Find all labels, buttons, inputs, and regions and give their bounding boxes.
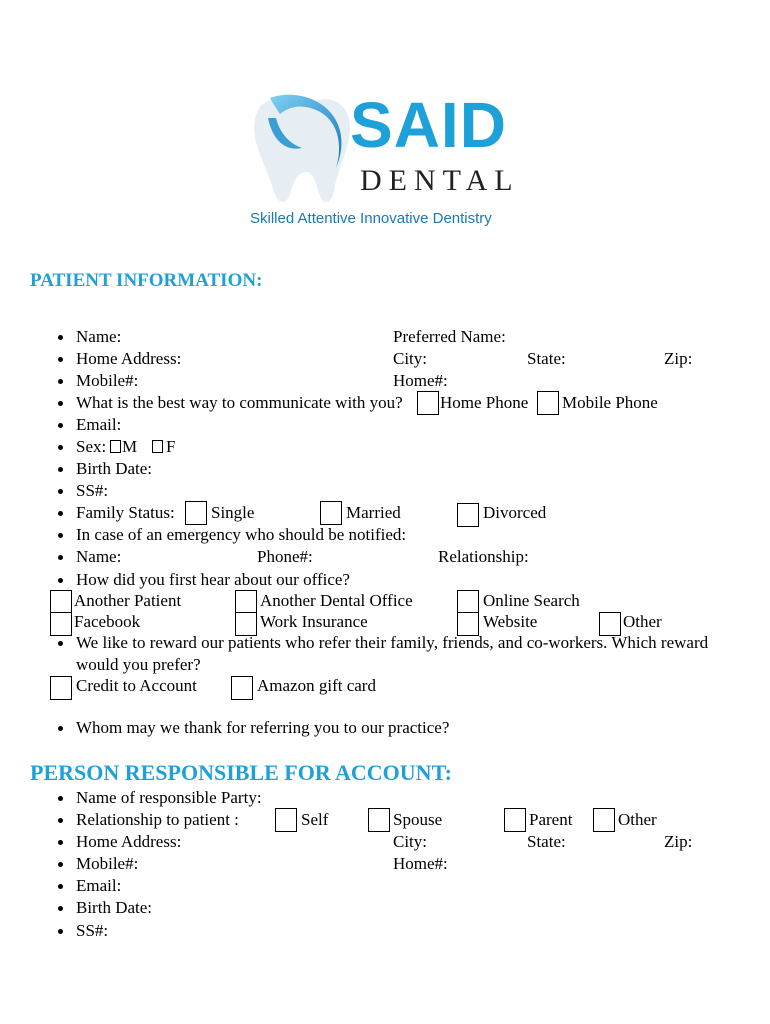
other-source-label: Other bbox=[623, 612, 662, 631]
ss-label: SS#: bbox=[76, 481, 109, 500]
bullet bbox=[58, 467, 63, 472]
another-patient-label: Another Patient bbox=[74, 591, 182, 610]
bullet bbox=[58, 796, 63, 801]
bullet bbox=[58, 445, 63, 450]
bullet bbox=[58, 884, 63, 889]
zip-label: Zip: bbox=[664, 349, 693, 368]
responsible-birth-date-label: Birth Date: bbox=[76, 898, 153, 917]
said-dental-logo bbox=[250, 88, 530, 236]
mobile-phone-option-label: Mobile Phone bbox=[562, 393, 658, 412]
self-checkbox[interactable] bbox=[275, 808, 297, 832]
self-label: Self bbox=[301, 810, 329, 829]
facebook-checkbox[interactable] bbox=[50, 612, 72, 636]
work-insurance-label: Work Insurance bbox=[260, 612, 368, 631]
logo-dental-text: DENTAL bbox=[360, 164, 520, 197]
home-phone-number-label: Home#: bbox=[393, 371, 448, 390]
sex-m-checkbox[interactable] bbox=[110, 440, 121, 453]
single-checkbox[interactable] bbox=[185, 501, 207, 525]
amazon-gift-card-label: Amazon gift card bbox=[257, 676, 376, 695]
family-status-label: Family Status: bbox=[76, 503, 175, 522]
website-label: Website bbox=[483, 612, 538, 631]
reward-text-line1: We like to reward our patients who refer their family, friends, and co-workers. Which reward bbox=[76, 633, 709, 652]
state-label: State: bbox=[527, 349, 566, 368]
bullet bbox=[58, 578, 63, 583]
responsible-heading: PERSON RESPONSIBLE FOR ACCOUNT: bbox=[30, 760, 452, 785]
city-label: City: bbox=[393, 349, 428, 368]
another-dental-office-checkbox[interactable] bbox=[235, 590, 257, 614]
logo-said-text: SAID bbox=[350, 89, 507, 161]
sex-m-label: M bbox=[122, 437, 138, 456]
patient-info-heading: PATIENT INFORMATION: bbox=[30, 270, 263, 291]
married-label: Married bbox=[346, 503, 401, 522]
thank-question: Whom may we thank for referring you to our practice? bbox=[76, 718, 450, 737]
preferred-name-label: Preferred Name: bbox=[393, 327, 506, 346]
credit-to-account-label: Credit to Account bbox=[76, 676, 197, 695]
parent-checkbox[interactable] bbox=[504, 808, 526, 832]
bullet bbox=[58, 335, 63, 340]
bullet bbox=[58, 555, 63, 560]
spouse-checkbox[interactable] bbox=[368, 808, 390, 832]
parent-label: Parent bbox=[529, 810, 573, 829]
responsible-party-name-label: Name of responsible Party: bbox=[76, 788, 262, 807]
bullet bbox=[58, 840, 63, 845]
responsible-zip-label: Zip: bbox=[664, 832, 693, 851]
bullet bbox=[58, 357, 63, 362]
bullet bbox=[58, 929, 63, 934]
name-label: Name: bbox=[76, 327, 122, 346]
mobile-label: Mobile#: bbox=[76, 371, 139, 390]
bullet bbox=[58, 862, 63, 867]
emergency-question: In case of an emergency who should be notified: bbox=[76, 525, 407, 544]
another-dental-office-label: Another Dental Office bbox=[260, 591, 413, 610]
responsible-home-address-label: Home Address: bbox=[76, 832, 182, 851]
bullet bbox=[58, 489, 63, 494]
other-relationship-checkbox[interactable] bbox=[593, 808, 615, 832]
email-label: Email: bbox=[76, 415, 122, 434]
bullet bbox=[58, 641, 63, 646]
credit-to-account-checkbox[interactable] bbox=[50, 676, 72, 700]
bullet bbox=[58, 818, 63, 823]
other-relationship-label: Other bbox=[618, 810, 657, 829]
emergency-phone-label: Phone#: bbox=[257, 547, 313, 566]
bullet bbox=[58, 401, 63, 406]
reward-text-line2: would you prefer? bbox=[76, 655, 201, 674]
amazon-gift-card-checkbox[interactable] bbox=[231, 676, 253, 700]
responsible-home-phone-label: Home#: bbox=[393, 854, 448, 873]
logo-tagline: Skilled Attentive Innovative Dentistry bbox=[250, 210, 492, 227]
online-search-checkbox[interactable] bbox=[457, 590, 479, 614]
single-label: Single bbox=[211, 503, 255, 522]
online-search-label: Online Search bbox=[483, 591, 580, 610]
hear-question: How did you first hear about our office? bbox=[76, 570, 350, 589]
divorced-label: Divorced bbox=[483, 503, 547, 522]
home-phone-checkbox[interactable] bbox=[417, 391, 439, 415]
sex-label: Sex: bbox=[76, 437, 107, 456]
facebook-label: Facebook bbox=[74, 612, 141, 631]
emergency-name-label: Name: bbox=[76, 547, 122, 566]
responsible-city-label: City: bbox=[393, 832, 428, 851]
spouse-label: Spouse bbox=[393, 810, 443, 829]
emergency-relationship-label: Relationship: bbox=[438, 547, 529, 566]
bullet bbox=[58, 423, 63, 428]
responsible-email-label: Email: bbox=[76, 876, 122, 895]
bullet bbox=[58, 906, 63, 911]
relationship-label: Relationship to patient : bbox=[76, 810, 239, 829]
communicate-question: What is the best way to communicate with you? bbox=[76, 393, 403, 412]
bullet bbox=[58, 533, 63, 538]
birth-date-label: Birth Date: bbox=[76, 459, 153, 478]
responsible-state-label: State: bbox=[527, 832, 566, 851]
home-address-label: Home Address: bbox=[76, 349, 182, 368]
responsible-ss-label: SS#: bbox=[76, 921, 109, 940]
divorced-checkbox[interactable] bbox=[457, 503, 479, 527]
bullet bbox=[58, 511, 63, 516]
married-checkbox[interactable] bbox=[320, 501, 342, 525]
home-phone-option-label: Home Phone bbox=[440, 393, 529, 412]
responsible-mobile-label: Mobile#: bbox=[76, 854, 139, 873]
bullet bbox=[58, 379, 63, 384]
sex-f-label: F bbox=[166, 437, 176, 456]
bullet bbox=[58, 726, 63, 731]
mobile-phone-checkbox[interactable] bbox=[537, 391, 559, 415]
another-patient-checkbox[interactable] bbox=[50, 590, 72, 614]
sex-f-checkbox[interactable] bbox=[152, 440, 163, 453]
